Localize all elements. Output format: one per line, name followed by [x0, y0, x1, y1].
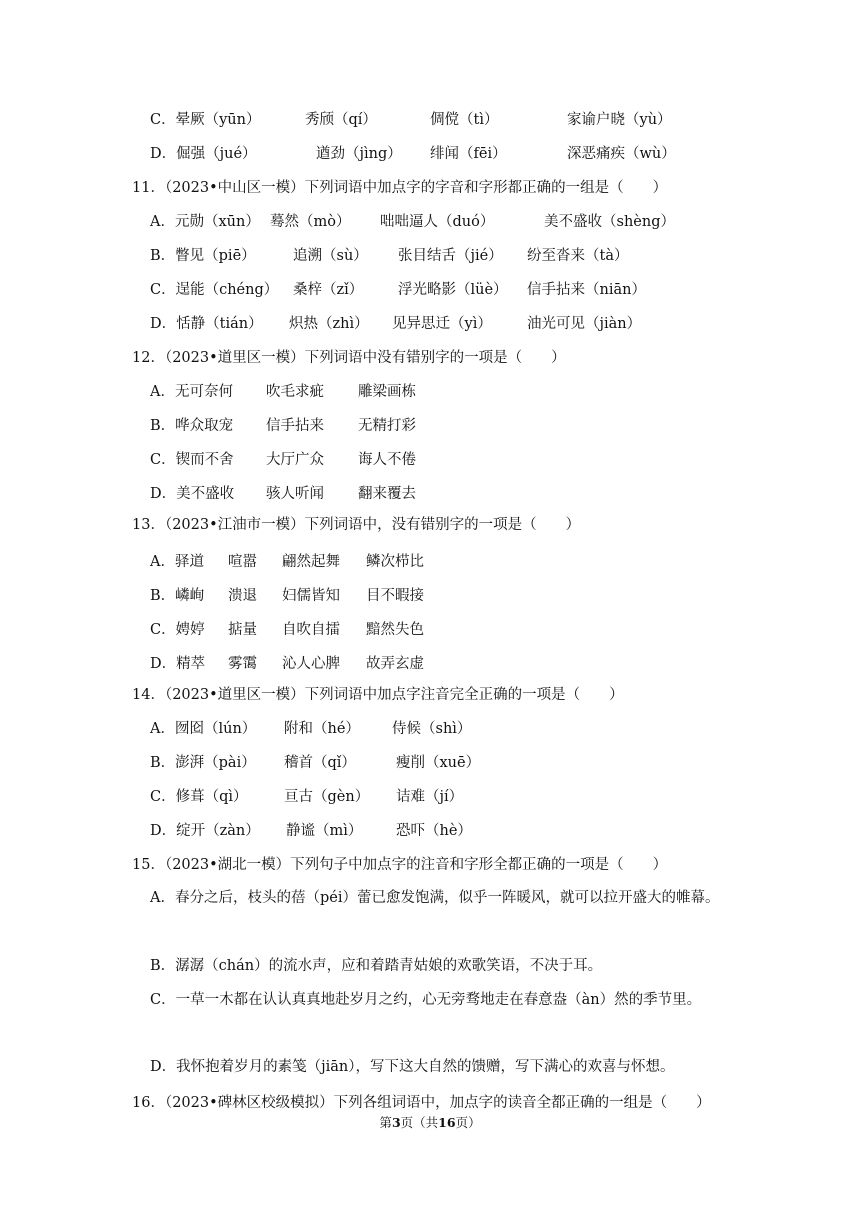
option-item: 纷至沓来（tà）	[527, 248, 629, 264]
option-item: 目不暇接	[366, 588, 424, 604]
option-item: 遒劲（jìng）	[316, 146, 402, 162]
option-item: C．晕厥（yūn）	[150, 112, 261, 128]
option-item: 见异思迁（yì）	[392, 316, 492, 332]
option-item: 咄咄逼人（duó）	[380, 214, 495, 230]
option-item: 吹毛求疵	[266, 384, 324, 400]
option-item: C．娉婷	[150, 622, 205, 638]
option-item: B．嶙峋	[150, 588, 205, 604]
footer-middle: 页（共	[400, 1115, 439, 1130]
footer-current-page: 3	[391, 1115, 401, 1130]
option-item: 美不盛收（shèng）	[544, 214, 675, 230]
option-item: 喧嚣	[228, 554, 257, 570]
option-item: A．囫囵（lún）	[150, 721, 257, 737]
option-item: C．锲而不舍	[150, 452, 234, 468]
footer-prefix: 第	[379, 1115, 392, 1130]
option-item: 大厅广众	[266, 452, 324, 468]
option-item: B．澎湃（pài）	[150, 755, 256, 771]
option-item: A．春分之后，枝头的蓓（péi）蕾已愈发饱满，似乎一阵暖风，就可以拉开盛大的帷幕。	[150, 890, 720, 906]
option-item: 浮光略影（lüè）	[398, 282, 508, 298]
footer-total-pages: 16	[438, 1115, 456, 1130]
question-text: 13．（2023•江油市一模）下列词语中，没有错别字的一项是（ ）	[132, 517, 581, 533]
option-item: 黯然失色	[366, 622, 424, 638]
option-item: 溃退	[228, 588, 257, 604]
option-item: 无精打彩	[358, 418, 416, 434]
footer-suffix: 页）	[455, 1115, 481, 1130]
option-item: 信手拈来（niān）	[527, 282, 646, 298]
option-item: 蓦然（mò）	[270, 214, 351, 230]
option-item: 附和（hé）	[284, 721, 360, 737]
option-item: 秀颀（qí）	[305, 112, 377, 128]
option-item: D．绽开（zàn）	[150, 823, 260, 839]
option-item: 诲人不倦	[358, 452, 416, 468]
question-text: 12．（2023•道里区一模）下列词语中没有错别字的一项是（ ）	[132, 350, 566, 366]
option-item: B．瞥见（piē）	[150, 248, 256, 264]
option-item: 绯闻（fēi）	[430, 146, 507, 162]
question-text: 15．（2023•湖北一模）下列句子中加点字的注音和字形全都正确的一项是（ ）	[132, 857, 668, 873]
option-item: 骇人听闻	[266, 486, 324, 502]
option-item: 沁人心脾	[282, 656, 340, 672]
option-item: 亘古（gèn）	[284, 789, 370, 805]
option-item: 静谧（mì）	[286, 823, 363, 839]
option-item: 恐吓（hè）	[396, 823, 472, 839]
option-item: 稽首（qǐ）	[284, 755, 356, 771]
option-item: D．精萃	[150, 656, 206, 672]
option-item: A．元勋（xūn）	[150, 214, 260, 230]
question-text: 16．（2023•碑林区校级模拟）下列各组词语中，加点字的读音全都正确的一组是（ ）	[132, 1095, 711, 1111]
option-item: B．潺潺（chán）的流水声，应和着踏青姑娘的欢歌笑语，不决于耳。	[150, 958, 603, 974]
option-item: C．修葺（qì）	[150, 789, 248, 805]
option-item: 油光可见（jiàn）	[527, 316, 642, 332]
page-footer	[0, 1113, 860, 1131]
question-text: 14．（2023•道里区一模）下列词语中加点字注音完全正确的一项是（ ）	[132, 687, 624, 703]
option-item: 追溯（sù）	[293, 248, 368, 264]
option-item: D．我怀抱着岁月的素笺（jiān），写下这大自然的馈赠，写下满心的欢喜与怀想。	[150, 1059, 675, 1075]
option-item: 张目结舌（jié）	[398, 248, 503, 264]
option-item: 雕梁画栋	[358, 384, 416, 400]
option-item: 故弄玄虚	[366, 656, 424, 672]
option-item: 倜傥（tì）	[430, 112, 499, 128]
option-item: C．一草一木都在认认真真地赴岁月之约，心无旁骛地走在春意盎（àn）然的季节里。	[150, 992, 702, 1008]
option-item: 翻来覆去	[358, 486, 416, 502]
question-text: 11．（2023•中山区一模）下列词语中加点字的字音和字形都正确的一组是（ ）	[132, 180, 668, 196]
option-item: 信手拈来	[266, 418, 324, 434]
option-item: C．逞能（chéng）	[150, 282, 279, 298]
option-item: A．驿道	[150, 554, 204, 570]
option-item: 自吹自擂	[282, 622, 340, 638]
option-item: D．倔强（jué）	[150, 146, 257, 162]
option-item: 炽热（zhì）	[289, 316, 369, 332]
option-item: D．美不盛收	[150, 486, 235, 502]
option-item: 妇儒皆知	[282, 588, 340, 604]
option-item: 鳞次栉比	[366, 554, 424, 570]
option-item: D．恬静（tián）	[150, 316, 263, 332]
option-item: 翩然起舞	[282, 554, 340, 570]
option-item: A．无可奈何	[150, 384, 233, 400]
option-item: 深恶痛疾（wù）	[567, 146, 676, 162]
option-item: 桑梓（zǐ）	[293, 282, 364, 298]
option-item: 雾霭	[228, 656, 257, 672]
option-item: 诘难（jí）	[396, 789, 464, 805]
option-item: 家谕户晓（yù）	[567, 112, 672, 128]
option-item: 掂量	[228, 622, 257, 638]
option-item: B．哗众取宠	[150, 418, 234, 434]
option-item: 侍候（shì）	[392, 721, 472, 737]
option-item: 瘦削（xuē）	[396, 755, 481, 771]
